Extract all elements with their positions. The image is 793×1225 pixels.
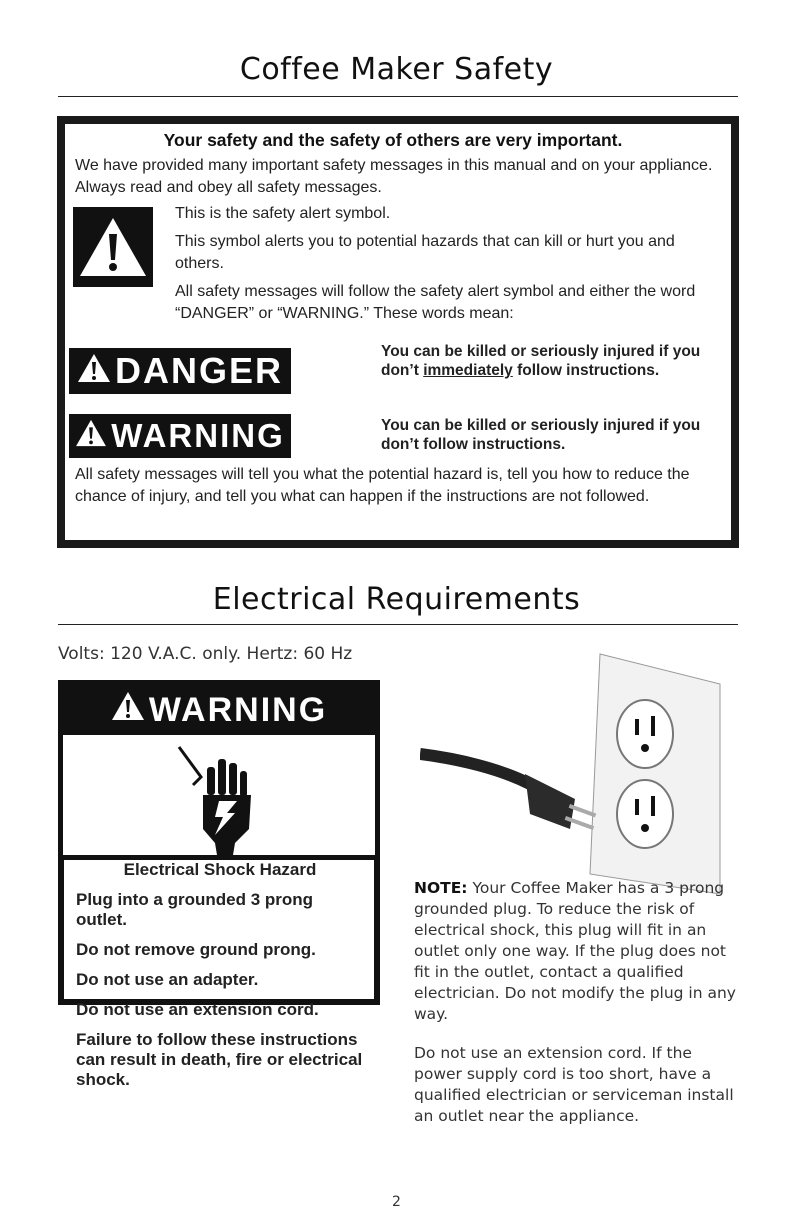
page-title: Coffee Maker Safety xyxy=(239,52,554,87)
instruction-1: Plug into a grounded 3 prong outlet. xyxy=(76,890,314,929)
electrical-shock-icon xyxy=(173,737,263,860)
warning-label: WARNING xyxy=(111,417,285,454)
section-rule xyxy=(58,624,738,625)
note-paragraph-1 xyxy=(414,878,744,1025)
symbol-line-1: This is the safety alert symbol. xyxy=(175,205,391,222)
note-text xyxy=(414,878,744,1145)
danger-banner xyxy=(69,348,291,394)
page-number: 2 xyxy=(392,1194,401,1210)
symbol-line-2: This symbol alerts you to potential hazards that can kill or hurt you and others. xyxy=(175,233,675,272)
symbol-line-3: All safety messages will follow the safety alert symbol and either the word “DANGER” or “WARNING.” These words mean: xyxy=(175,283,696,322)
warning-banner xyxy=(69,414,291,458)
danger-text xyxy=(381,342,731,380)
note-body-1: Your Coffee Maker has a 3 prong grounded plug. To reduce the risk of electrical shock, this plug will fit in an outlet only one way. If the plug does not fit in the outlet, contact a qualified electrician. Do not modify the plug in any way. xyxy=(414,879,736,1023)
symbol-text xyxy=(175,203,713,331)
safety-heading: Your safety and the safety of others are very important. xyxy=(163,130,623,150)
alert-triangle-icon xyxy=(75,417,107,455)
danger-text-underline: immediately xyxy=(423,362,513,379)
hazard-title: Electrical Shock Hazard xyxy=(123,860,317,879)
instruction-4: Do not use an extension cord. xyxy=(76,1000,319,1019)
section-title: Electrical Requirements xyxy=(212,582,581,617)
title-rule xyxy=(58,96,738,97)
safety-alert-icon xyxy=(73,207,153,287)
alert-triangle-icon xyxy=(111,691,145,730)
electrical-warning xyxy=(58,680,380,1182)
warning-label: WARNING xyxy=(148,690,328,729)
safety-intro: We have provided many important safety messages in this manual and on your appliance. Always read and obey all safety messages. xyxy=(75,157,713,196)
volts-spec: Volts: 120 V.A.C. only. Hertz: 60 Hz xyxy=(58,644,353,664)
danger-text-b: follow instructions. xyxy=(512,362,660,379)
warning-banner xyxy=(63,685,375,735)
instruction-3: Do not use an adapter. xyxy=(76,970,259,989)
instruction-2: Do not remove ground prong. xyxy=(76,940,316,959)
instruction-5: Failure to follow these instructions can result in death, fire or electrical shock. xyxy=(76,1030,363,1089)
warning-text-panel xyxy=(58,860,380,1089)
note-paragraph-2: Do not use an extension cord. If the power supply cord is too short, have a qualified electrician or serviceman install an outlet near the appliance. xyxy=(414,1044,734,1125)
danger-label: DANGER xyxy=(114,350,283,391)
plug-outlet-illustration xyxy=(420,644,740,894)
warning-text: You can be killed or seriously injured if you don’t follow instructions. xyxy=(381,417,701,453)
alert-triangle-icon xyxy=(77,350,111,392)
safety-box xyxy=(57,116,739,548)
note-label: NOTE: xyxy=(414,879,468,897)
danger-text-a: You can be killed or seriously injured if you don’t xyxy=(381,343,701,379)
warning-graphic-panel xyxy=(58,680,380,860)
safety-footer: All safety messages will tell you what the potential hazard is, tell you how to reduce the chance of injury, and tell you what can happen if the instructions are not followed. xyxy=(75,466,690,505)
